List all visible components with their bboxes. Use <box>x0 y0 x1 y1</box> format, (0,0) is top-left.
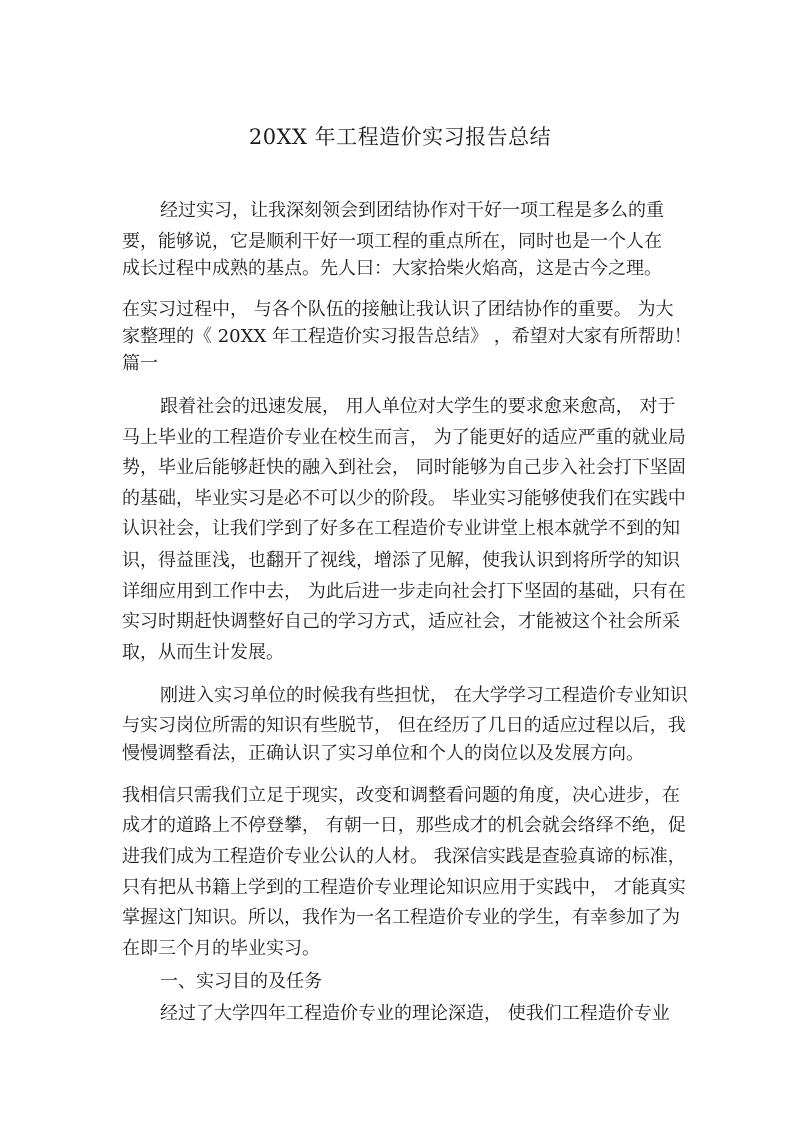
text-line: 家整理的《 20XX 年工程造价实习报告总结》 ，希望对大家有所帮助！ <box>122 326 692 347</box>
text-line: 只有把从书籍上学到的工程造价专业理论知识应用于实践中， 才能真实 <box>122 877 686 898</box>
text-line: 刚进入实习单位的时候我有些担忧， 在大学学习工程造价专业知识 <box>160 685 688 706</box>
text-line: 掌握这门知识。所以，我作为一名工程造价专业的学生，有幸参加了为 <box>122 907 680 928</box>
text-line: 认识社会，让我们学到了好多在工程造价专业讲堂上根本就学不到的知 <box>122 518 680 539</box>
text-line: 进我们成为工程造价专业公认的人材。 我深信实践是查验真谛的标准， <box>122 846 686 867</box>
page-title: 20XX 年工程造价实习报告总结 <box>248 125 552 149</box>
text-line: 详细应用到工作中去， 为此后进一步走向社会打下坚固的基础，只有在 <box>122 581 686 602</box>
text-line: 经过了大学四年工程造价专业的理论深造， 使我们工程造价专业 <box>160 1003 670 1024</box>
text-line: 识，得益匪浅，也翻开了视线，增添了见解，使我认识到将所学的知识 <box>122 550 680 571</box>
text-line: 在实习过程中， 与各个队伍的接触让我认识了团结协作的重要。 为大 <box>122 299 674 320</box>
text-line: 的基础，毕业实习是必不可以少的阶段。 毕业实习能够使我们在实践中 <box>122 488 686 509</box>
text-line: 成才的道路上不停登攀， 有朝一日，那些成才的机会就会络绎不绝，促 <box>122 815 686 836</box>
text-line: 我相信只需我们立足于现实，改变和调整看问题的角度，决心进步，在 <box>122 785 680 806</box>
text-line: 经过实习，让我深刻领会到团结协作对干好一项工程是多么的重 <box>160 200 664 221</box>
text-line: 成长过程中成熟的基点。先人曰：大家拾柴火焰高，这是古今之理。 <box>122 258 662 279</box>
text-line: 要，能够说，它是顺利干好一项工程的重点所在，同时也是一个人在 <box>122 231 662 252</box>
text-line: 慢慢调整看法，正确认识了实习单位和个人的岗位以及发展方向。 <box>122 743 644 764</box>
section-heading: 一、实习目的及任务 <box>160 971 322 992</box>
text-line: 篇一 <box>122 353 158 374</box>
text-line: 跟着社会的迅速发展， 用人单位对大学生的要求愈来愈高， 对于 <box>160 396 676 417</box>
text-line: 与实习岗位所需的知识有些脱节， 但在经历了几日的适应过程以后，我 <box>122 715 686 736</box>
text-line: 马上毕业的工程造价专业在校生而言， 为了能更好的适应严重的就业局 <box>122 427 686 448</box>
text-line: 在即三个月的毕业实习。 <box>122 938 320 959</box>
text-line: 取，从而生计发展。 <box>122 642 284 663</box>
text-line: 实习时期赶快调整好自己的学习方式，适应社会，才能被这个社会所采 <box>122 611 680 632</box>
text-line: 势，毕业后能够赶快的融入到社会， 同时能够为自己步入社会打下坚固 <box>122 457 686 478</box>
